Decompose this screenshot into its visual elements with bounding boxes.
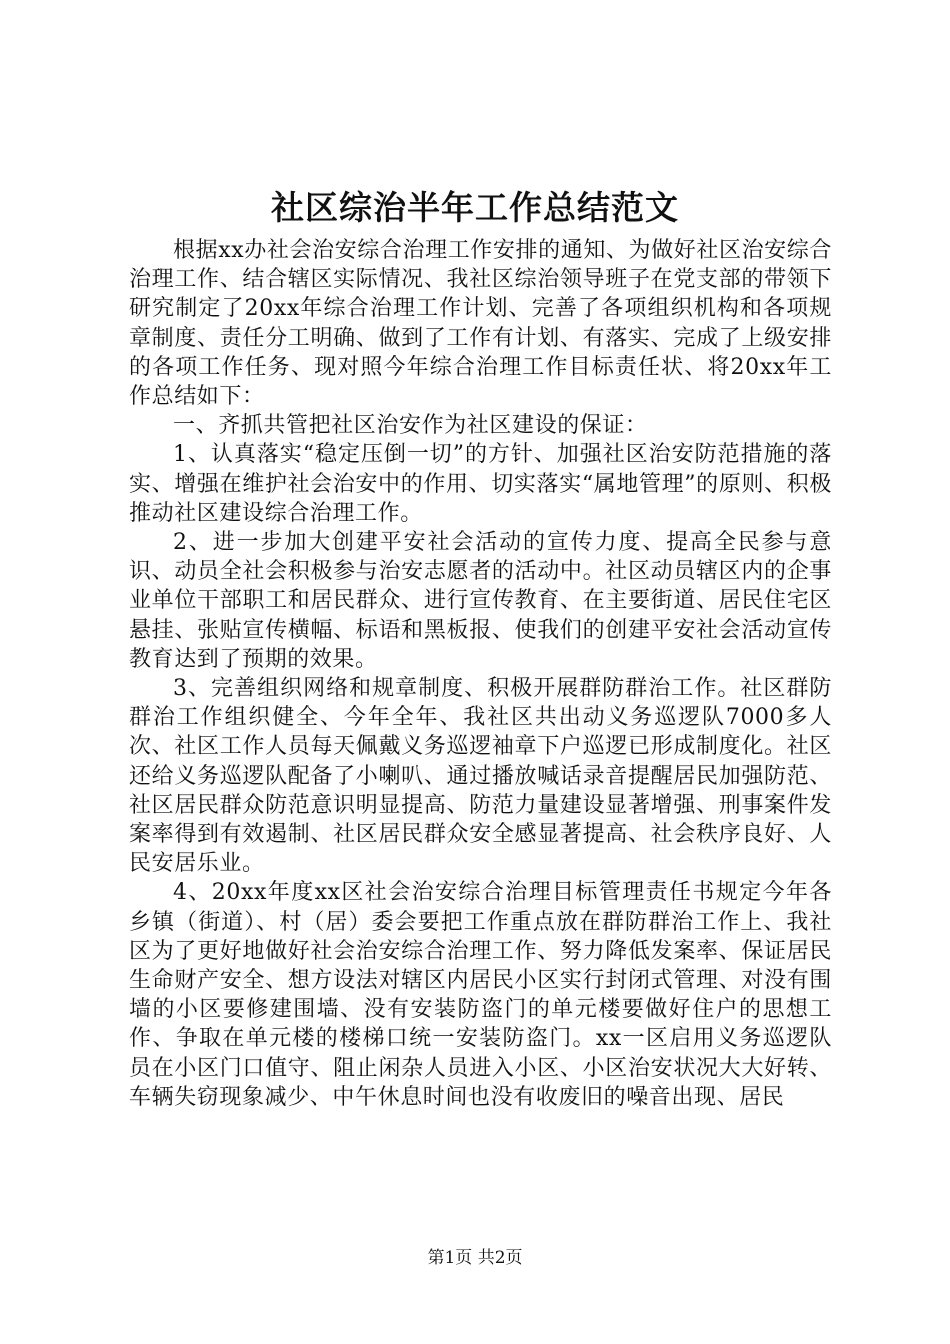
- page-footer: 第1页 共2页: [427, 1248, 523, 1268]
- page-title: 社区综治半年工作总结范文: [271, 188, 679, 227]
- paragraph-item-3: 3、完善组织网络和规章制度、积极开展群防群治工作。社区群防群治工作组织健全、今年全年、我社区共出动义务巡逻队7000多人次、社区工作人员每天佩戴义务巡逻袖章下户巡逻已形成制度化。社区还给义务巡逻队配备了小喇叭、通过播放喊话录音提醒居民加强防范、社区居民群众防范意识明显提高、防范力量建设显著增强、刑事案件发案率得到有效遏制、社区居民群众安全感显著提高、社会秩序良好、人民安居乐业。: [129, 676, 832, 877]
- section-heading-1: 一、齐抓共管把社区治安作为社区建设的保证：: [173, 413, 648, 439]
- paragraph-item-2: 2、进一步加大创建平安社会活动的宣传力度、提高全民参与意识、动员全社会积极参与治安志愿者的活动中。社区动员辖区内的企事业单位干部职工和居民群众、进行宣传教育、在主要街道、居民住宅区悬挂、张贴宣传横幅、标语和黑板报、使我们的创建平安社会活动宣传教育达到了预期的效果。: [129, 530, 832, 672]
- paragraph-item-1: 1、认真落实“稳定压倒一切”的方针、加强社区治安防范措施的落实、增强在维护社会治安中的作用、切实落实“属地管理”的原则、积极推动社区建设综合治理工作。: [129, 442, 832, 526]
- paragraph-intro: 根据xx办社会治安综合治理工作安排的通知、为做好社区治安综合治理工作、结合辖区实际情况、我社区综治领导班子在党支部的带领下研究制定了20xx年综合治理工作计划、完善了各项组织机构和各项规章制度、责任分工明确、做到了工作有计划、有落实、完成了上级安排的各项工作任务、现对照今年综合治理工作目标责任状、将20xx年工作总结如下：: [129, 238, 832, 410]
- paragraph-item-4: 4、20xx年度xx区社会治安综合治理目标管理责任书规定今年各乡镇（街道）、村（居）委会要把工作重点放在群防群治工作上、我社区为了更好地做好社会治安综合治理工作、努力降低发案率、保证居民生命财产安全、想方设法对辖区内居民小区实行封闭式管理、对没有围墙的小区要修建围墙、没有安装防盗门的单元楼要做好住户的思想工作、争取在单元楼的楼梯口统一安装防盗门。xx一区启用义务巡逻队员在小区门口值守、阻止闲杂人员进入小区、小区治安状况大大好转、车辆失窃现象减少、中午休息时间也没有收废旧的噪音出现、居民: [129, 880, 832, 1110]
- document-body: [129, 236, 832, 1112]
